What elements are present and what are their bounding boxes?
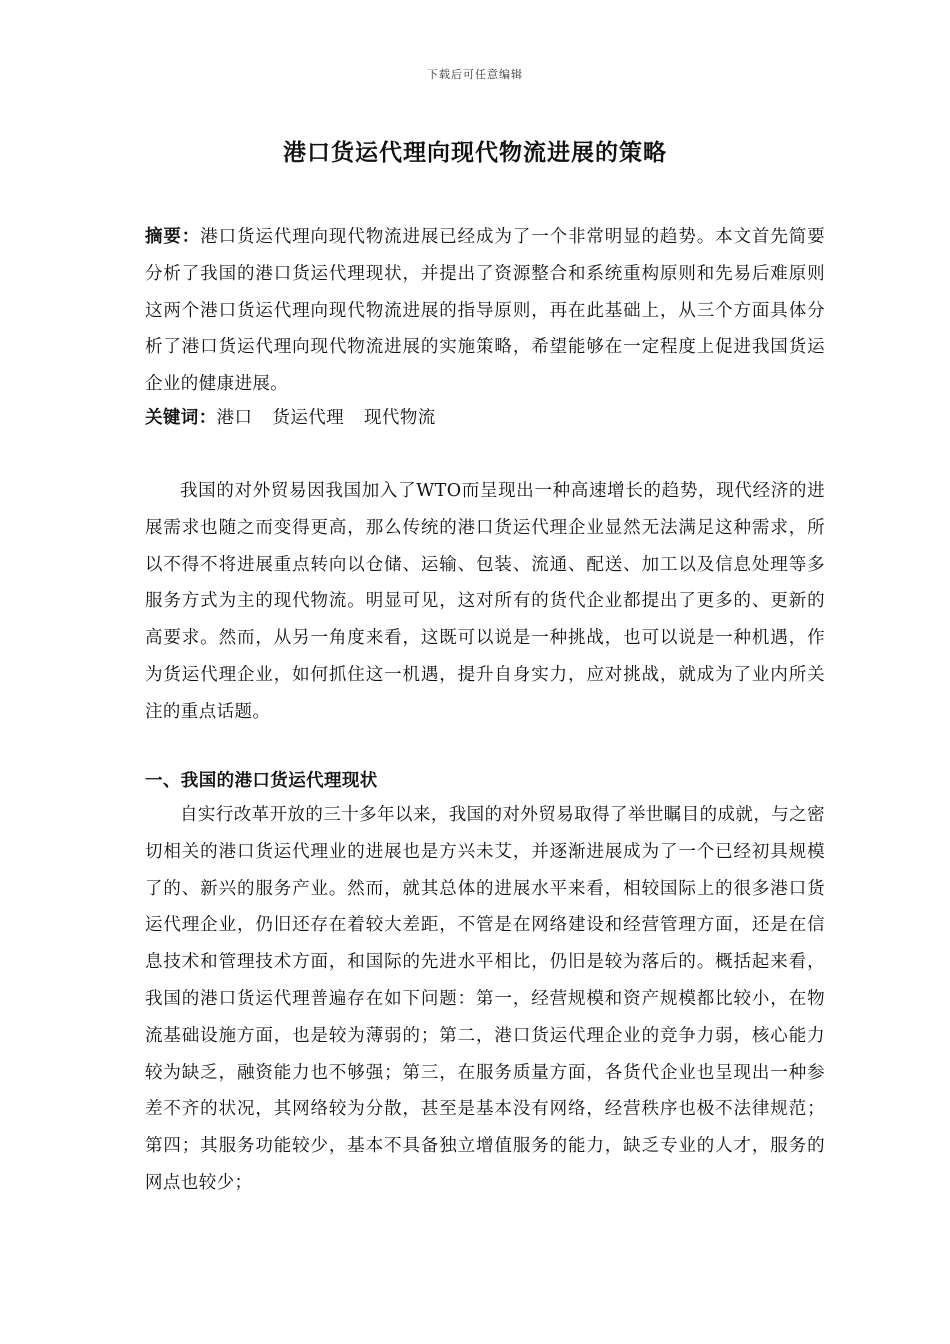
keyword-item: 货运代理	[272, 408, 345, 428]
keyword-item: 现代物流	[364, 408, 436, 428]
abstract-label: 摘要：	[145, 227, 201, 247]
intro-paragraph: 我国的对外贸易因我国加入了WTO而呈现出一种高速增长的趋势，现代经济的进展需求也随之而变得更高，那么传统的港口货运代理企业显然无法满足这种需求，所以不得不将进展重点转向以仓储、运输、包装、流通、配送、加工以及信息处理等多服务方式为主的现代物流。明显可见，这对所有的货代企业都提出了更多的、更新的高要求。然而，从另一角度来看，这既可以说是一种挑战，也可以说是一种机遇，作为货运代理企业，如何抓住这一机遇，提升自身实力，应对挑战，就成为了业内所关注的重点话题。	[145, 481, 825, 722]
abstract-text: 港口货运代理向现代物流进展已经成为了一个非常明显的趋势。本文首先简要分析了我国的港口货运代理现状，并提出了资源整合和系统重构原则和先易后难原则这两个港口货运代理向现代物流进展的指导原则，再在此基础上，从三个方面具体分析了港口货运代理向现代物流进展的实施策略，希望能够在一定程度上促进我国货运企业的健康进展。	[145, 227, 825, 395]
document-title: 港口货运代理向现代物流进展的策略	[283, 139, 667, 166]
keywords-line	[145, 400, 825, 437]
section-heading: 一、我国的港口货运代理现状	[145, 771, 378, 791]
keywords-label: 关键词：	[145, 408, 217, 428]
abstract-paragraph	[145, 219, 825, 403]
section-paragraph: 自实行改革开放的三十多年以来，我国的对外贸易取得了举世瞩目的成就，与之密切相关的港口货运代理业的进展也是方兴未艾，并逐渐进展成为了一个已经初具规模了的、新兴的服务产业。然而，就其总体的进展水平来看，相较国际上的很多港口货运代理企业，仍旧还存在着较大差距，不管是在网络建设和经营管理方面，还是在信息技术和管理技术方面，和国际的先进水平相比，仍旧是较为落后的。概括起来看，我国的港口货运代理普遍存在如下问题：第一，经营规模和资产规模都比较小，在物流基础设施方面，也是较为薄弱的；第二，港口货运代理企业的竞争力弱，核心能力较为缺乏，融资能力也不够强；第三，在服务质量方面，各货代企业也呈现出一种参差不齐的状况，其网络较为分散，甚至是基本没有网络，经营秩序也极不法律规范；第四；其服务功能较少，基本不具备独立增值服务的能力，缺乏专业的人才，服务的网点也较少；	[145, 805, 825, 1193]
keyword-item: 港口	[216, 408, 253, 428]
header-note: 下载后可任意编辑	[427, 68, 523, 81]
